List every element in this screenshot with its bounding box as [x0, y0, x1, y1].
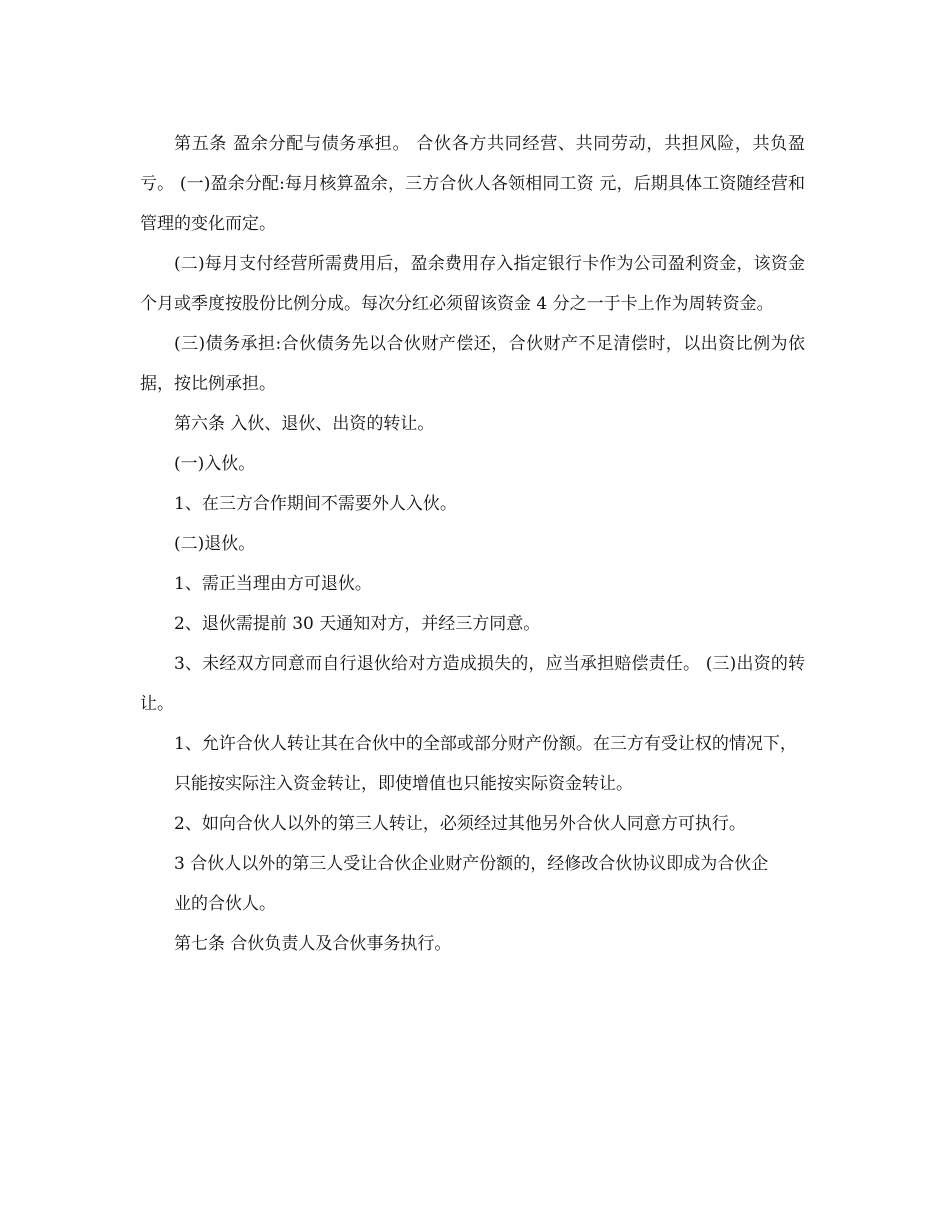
paragraph-join-heading: (一)入伙。: [174, 454, 256, 474]
paragraph-withdraw-heading: (二)退伙。: [174, 534, 256, 554]
paragraph-withdraw-item-1: 1、需正当理由方可退伙。: [174, 574, 372, 594]
paragraph-join-item-1: 1、在三方合作期间不需要外人入伙。: [174, 494, 457, 514]
paragraph-transfer-item-1-cont: 只能按实际注入资金转让，即使增值也只能按实际资金转让。: [174, 774, 633, 794]
document-body: [140, 124, 805, 964]
paragraph-transfer-item-2: 2、如向合伙人以外的第三人转让，必须经过其他另外合伙人同意方可执行。: [174, 814, 746, 834]
paragraph-withdraw-item-2: 2、退伙需提前 30 天通知对方，并经三方同意。: [174, 614, 541, 634]
paragraph-clause-3: (三)债务承担:合伙债务先以合伙财产偿还，合伙财产不足清偿时，以出资比例为依据，按比例承担。: [140, 334, 805, 394]
paragraph-transfer-item-3: 3 合伙人以外的第三人受让合伙企业财产份额的，经修改合伙协议即成为合伙企: [174, 854, 769, 874]
paragraph-article-7: 第七条 合伙负责人及合伙事务执行。: [174, 934, 452, 954]
paragraph-transfer-item-3-cont: 业的合伙人。: [174, 894, 276, 914]
paragraph-transfer-item-1: 1、允许合伙人转让其在合伙中的全部或部分财产份额。在三方有受让权的情况下，: [174, 734, 797, 754]
paragraph-withdraw-item-3: 3、未经双方同意而自行退伙给对方造成损失的，应当承担赔偿责任。 (三)出资的转让。: [140, 654, 805, 714]
paragraph-article-6: 第六条 入伙、退伙、出资的转让。: [174, 414, 435, 434]
paragraph-article-5: 第五条 盈余分配与债务承担。 合伙各方共同经营、共同劳动，共担风险，共负盈亏。 (一)盈余分配:每月核算盈余，三方合伙人各领相同工资 元，后期具体工资随经营和管理的变化而定。: [140, 134, 805, 234]
paragraph-clause-2: (二)每月支付经营所需费用后，盈余费用存入指定银行卡作为公司盈利资金，该资金 个月或季度按股份比例分成。每次分红必须留该资金 4 分之一于卡上作为周转资金。: [140, 254, 805, 314]
